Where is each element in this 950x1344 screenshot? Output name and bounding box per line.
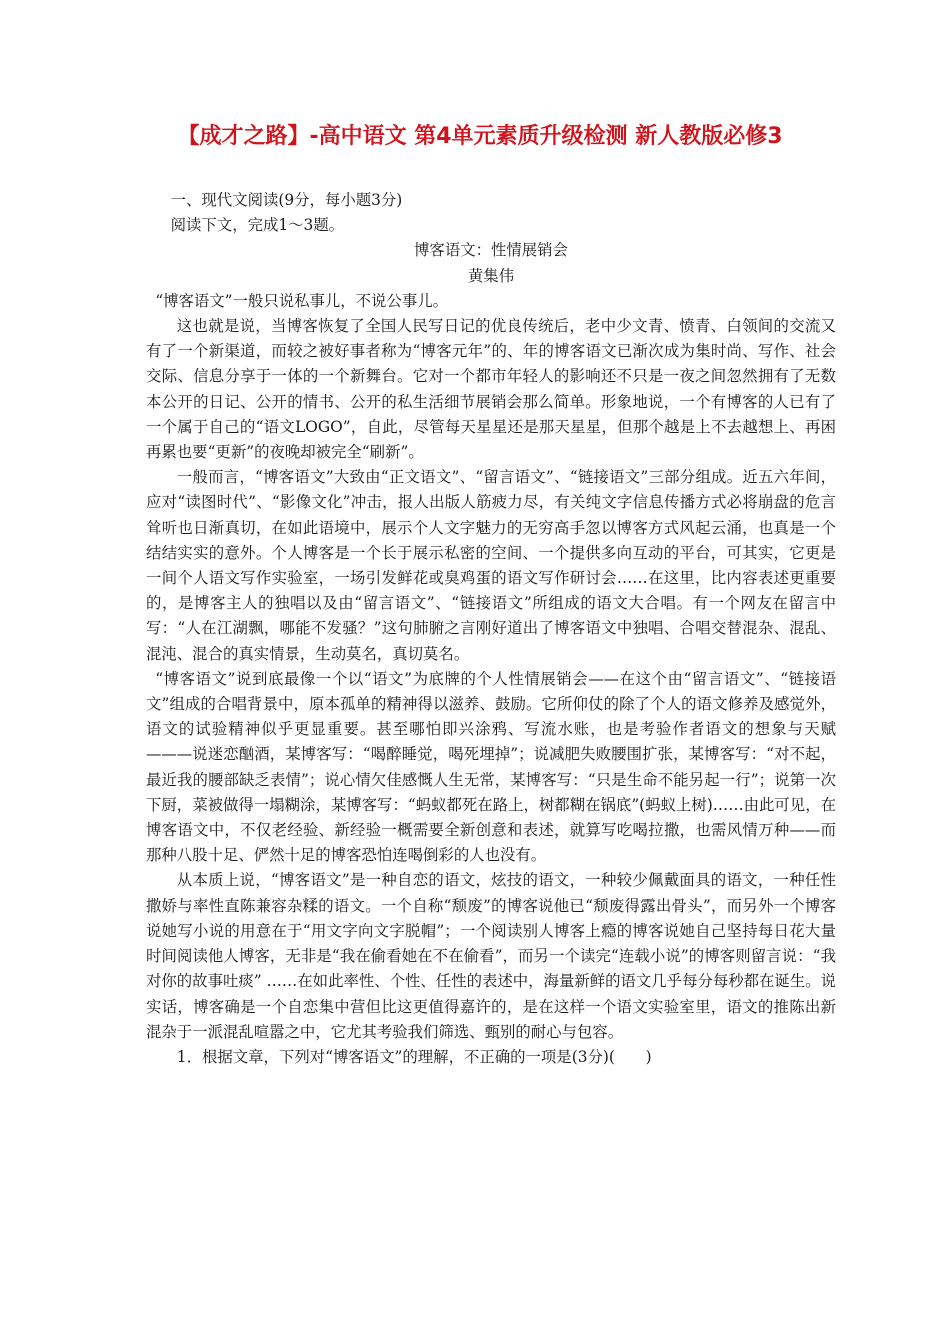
paragraph: 这也就是说，当博客恢复了全国人民写日记的优良传统后，老中少文青、愤青、白领间的交流又有了一个新渠道，而较之被好事者称为“博客元年”的、年的博客语文已渐次成为集时尚、写作、社会交际、信息分享于一体的一个新舞台。它对一个都市年轻人的影响还不只是一夜之间忽然拥有了无数本公开的日记、公开的情书、公开的私生活细节展销会那么简单。形象地说，一个有博客的人已有了一个属于自己的“语文LOGO”，自此，尽管每天星星还是那天星星，但那个越是上不去越想上、再困再累也要“更新”的夜晚却被完全“刷新”。 <box>146 317 836 462</box>
document-body <box>146 188 836 1070</box>
paragraph: “博客语文”说到底最像一个以“语文”为底牌的个人性情展销会——在这个由“留言语文”、“链接语文”组成的合唱背景中，原本孤单的精神得以滋养、鼓励。它所仰仗的除了个人的语文修养及感觉外，语文的试验精神似乎更显重要。甚至哪怕即兴涂鸦、写流水账，也是考验作者语文的想象与天赋———说迷恋酗酒，某博客写：“喝醉睡觉，喝死埋掉”；说减肥失败腰围扩张，某博客写：“对不起，最近我的腰部缺乏表情”；说心情欠佳感慨人生无常，某博客写：“只是生命不能另起一行”；说第一次下厨，菜被做得一塌糊涂，某博客写：“蚂蚁都死在路上，树都糊在锅底”(蚂蚁上树)……由此可见，在博客语文中，不仅老经验、新经验一概需要全新创意和表述，就算写吃喝拉撒，也需风情万种——而那种八股十足、俨然十足的博客恐怕连喝倒彩的人也没有。 <box>146 669 836 865</box>
article-title: 博客语文：性情展销会 <box>414 241 568 260</box>
reading-instruction: 阅读下文，完成1～3题。 <box>170 216 345 235</box>
paragraph: 从本质上说，“博客语文”是一种自恋的语文，炫技的语文，一种较少佩戴面具的语文，一种任性撒娇与率性直陈兼容杂糅的语文。一个自称“颓废”的博客说他已“颓废得露出骨头”，而另外一个博客说她写小说的用意在于“用文字向文字脱帽”；一个阅读别人博客上瘾的博客说她自己坚持每日花大量时间阅读他人博客，无非是“我在偷看她在不在偷看”，而另一个读完“连载小说”的博客则留言说：“我对你的故事吐痰” ……在如此率性、个性、任性的表述中，海量新鲜的语文几乎每分每秒都在诞生。说实话，博客确是一个自恋集中营但比这更值得嘉许的，是在这样一个语文实验室里，语文的推陈出新混杂于一派混乱喧嚣之中，它尤其考验我们筛选、甄别的耐心与包容。 <box>146 871 836 1041</box>
section-heading: 一、现代文阅读(9分，每小题3分) <box>170 191 403 209</box>
page-title: 【成才之路】-高中语文 第4单元素质升级检测 新人教版必修3 <box>177 124 783 149</box>
paragraph: 一般而言，“博客语文”大致由“正文语文”、“留言语文”、“链接语文”三部分组成。近五六年间，应对“读图时代”、“影像文化”冲击，报人出版人筋疲力尽，有关纯文字信息传播方式必将崩盘的危言耸听也日渐真切，在如此语境中，展示个人文字魅力的无穷高手忽以博客方式风起云涌，也真是一个结结实实的意外。个人博客是一个长于展示私密的空间、一个提供多向互动的平台，可其实，它更是一间个人语文写作实验室，一场引发鲜花或臭鸡蛋的语文写作研讨会……在这里，比内容表述更重要的，是博客主人的独唱以及由“留言语文”、“链接语文”所组成的语文大合唱。有一个网友在留言中写：“人在江湖飘，哪能不发骚？”这句肺腑之言刚好道出了博客语文中独唱、合唱交替混杂、混乱、混沌、混合的真实情景，生动莫名，真切莫名。 <box>146 468 836 663</box>
paragraph: “博客语文”一般只说私事儿，不说公事儿。 <box>155 291 449 310</box>
article-author: 黄集伟 <box>467 266 515 285</box>
question-1: 1．根据文章，下列对“博客语文”的理解，不正确的一项是(3分)( ) <box>176 1047 652 1066</box>
